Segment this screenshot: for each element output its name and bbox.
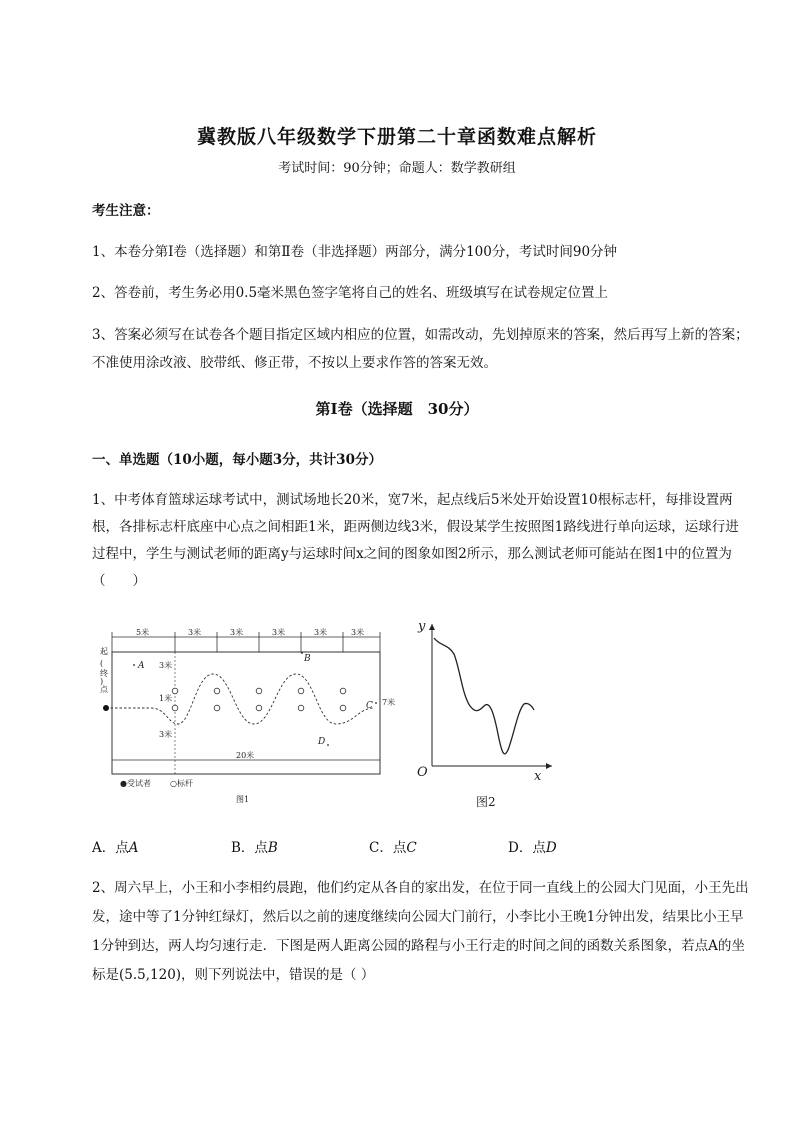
legend-pole: ○标杆 — [170, 779, 193, 788]
option-a[interactable]: A．点A — [92, 840, 139, 856]
notice-item-3: 3、答案必须写在试卷各个题目指定区域内相应的位置，如需改动，先划掉原来的答案，然后再写上新的答案；不准使用涂改液、胶带纸、修正带，不按以上要求作答的答案无效。 — [92, 327, 749, 371]
notice-heading: 考生注意： — [92, 203, 160, 219]
part-heading: 一、单选题（10小题，每小题3分，共计30分） — [92, 452, 382, 468]
option-c[interactable]: C．点C — [369, 840, 417, 856]
point-a: A — [138, 661, 145, 671]
svg-text:终: 终 — [100, 669, 108, 678]
figure-1-caption: 图1 — [236, 795, 250, 804]
page-title: 冀教版八年级数学下册第二十章函数难点解析 — [196, 126, 597, 148]
distance-curve — [434, 638, 534, 754]
top-dim-1: 5米 — [136, 628, 150, 637]
point-c: C — [366, 701, 373, 711]
svg-text:): ) — [100, 677, 104, 686]
point-b: B — [304, 654, 311, 664]
y-axis-label: y — [418, 619, 426, 634]
question-2-text: 2、周六早上，小王和小李相约晨跑，他们约定从各自的家出发，在位于同一直线上的公园大门见面，小王先出发，途中等了1分钟红绿灯，然后以之前的速度继续向公园大门前行，小李比小王晚1分钟出发，结果比小王早1分钟到达，两人均匀速行走．下图是两人距离公园的路程与小王行走的时间之间的函数关系图象，若点A的坐标是(5.5,120)，则下列说法中，错误的是（ ） — [92, 880, 749, 983]
figure-1 — [96, 624, 396, 804]
point-d: D — [318, 737, 326, 747]
figure-2-caption: 图2 — [476, 795, 496, 809]
option-b[interactable]: B．点B — [231, 840, 278, 856]
left-dim-3m-bottom: 3米 — [159, 730, 173, 739]
dribble-path — [106, 674, 374, 724]
student-marker — [103, 705, 109, 711]
top-dim-3: 3米 — [230, 628, 244, 637]
top-dim-2: 3米 — [188, 628, 202, 637]
right-dim-7m: 7米 — [382, 698, 396, 707]
top-dim-5: 3米 — [314, 628, 328, 637]
svg-text:点: 点 — [100, 685, 108, 694]
svg-text:(: ( — [100, 659, 104, 668]
section-title: 第Ⅰ卷（选择题 30分） — [315, 400, 479, 418]
top-dim-4: 3米 — [272, 628, 286, 637]
left-dim-1m: 1米 — [159, 694, 173, 703]
notice-item-2: 2、答卷前，考生务必用0.5毫米黑色签字笔将自己的姓名、班级填写在试卷规定位置上 — [92, 285, 609, 301]
figure-2 — [410, 614, 560, 814]
notice-item-1: 1、本卷分第Ⅰ卷（选择题）和第Ⅱ卷（非选择题）两部分，满分100分，考试时间90分钟 — [92, 244, 618, 260]
x-axis-label: x — [534, 769, 542, 784]
bottom-dim: 20米 — [236, 751, 255, 760]
origin-label: O — [417, 765, 428, 780]
start-label: 起 — [100, 647, 108, 656]
top-dim-6: 3米 — [351, 628, 365, 637]
option-d[interactable]: D．点D — [508, 840, 557, 856]
legend-student: ●受试者 — [120, 779, 151, 788]
question-1-text: 1、中考体育篮球运球考试中，测试场地长20米，宽7米，起点线后5米处开始设置10根标志杆，每排设置两根，各排标志杆底座中心点之间相距1米，距两侧边线3米，假设某学生按照图1路线进行单向运球，运球行进过程中，学生与测试老师的距离y与运球时间x之间的图象如图2所示，那么测试老师可能站在图1中的位置为（ ） — [92, 492, 739, 589]
page-subtitle: 考试时间：90分钟；命题人：数学教研组 — [278, 161, 516, 176]
left-dim-3m-top: 3米 — [159, 661, 173, 670]
